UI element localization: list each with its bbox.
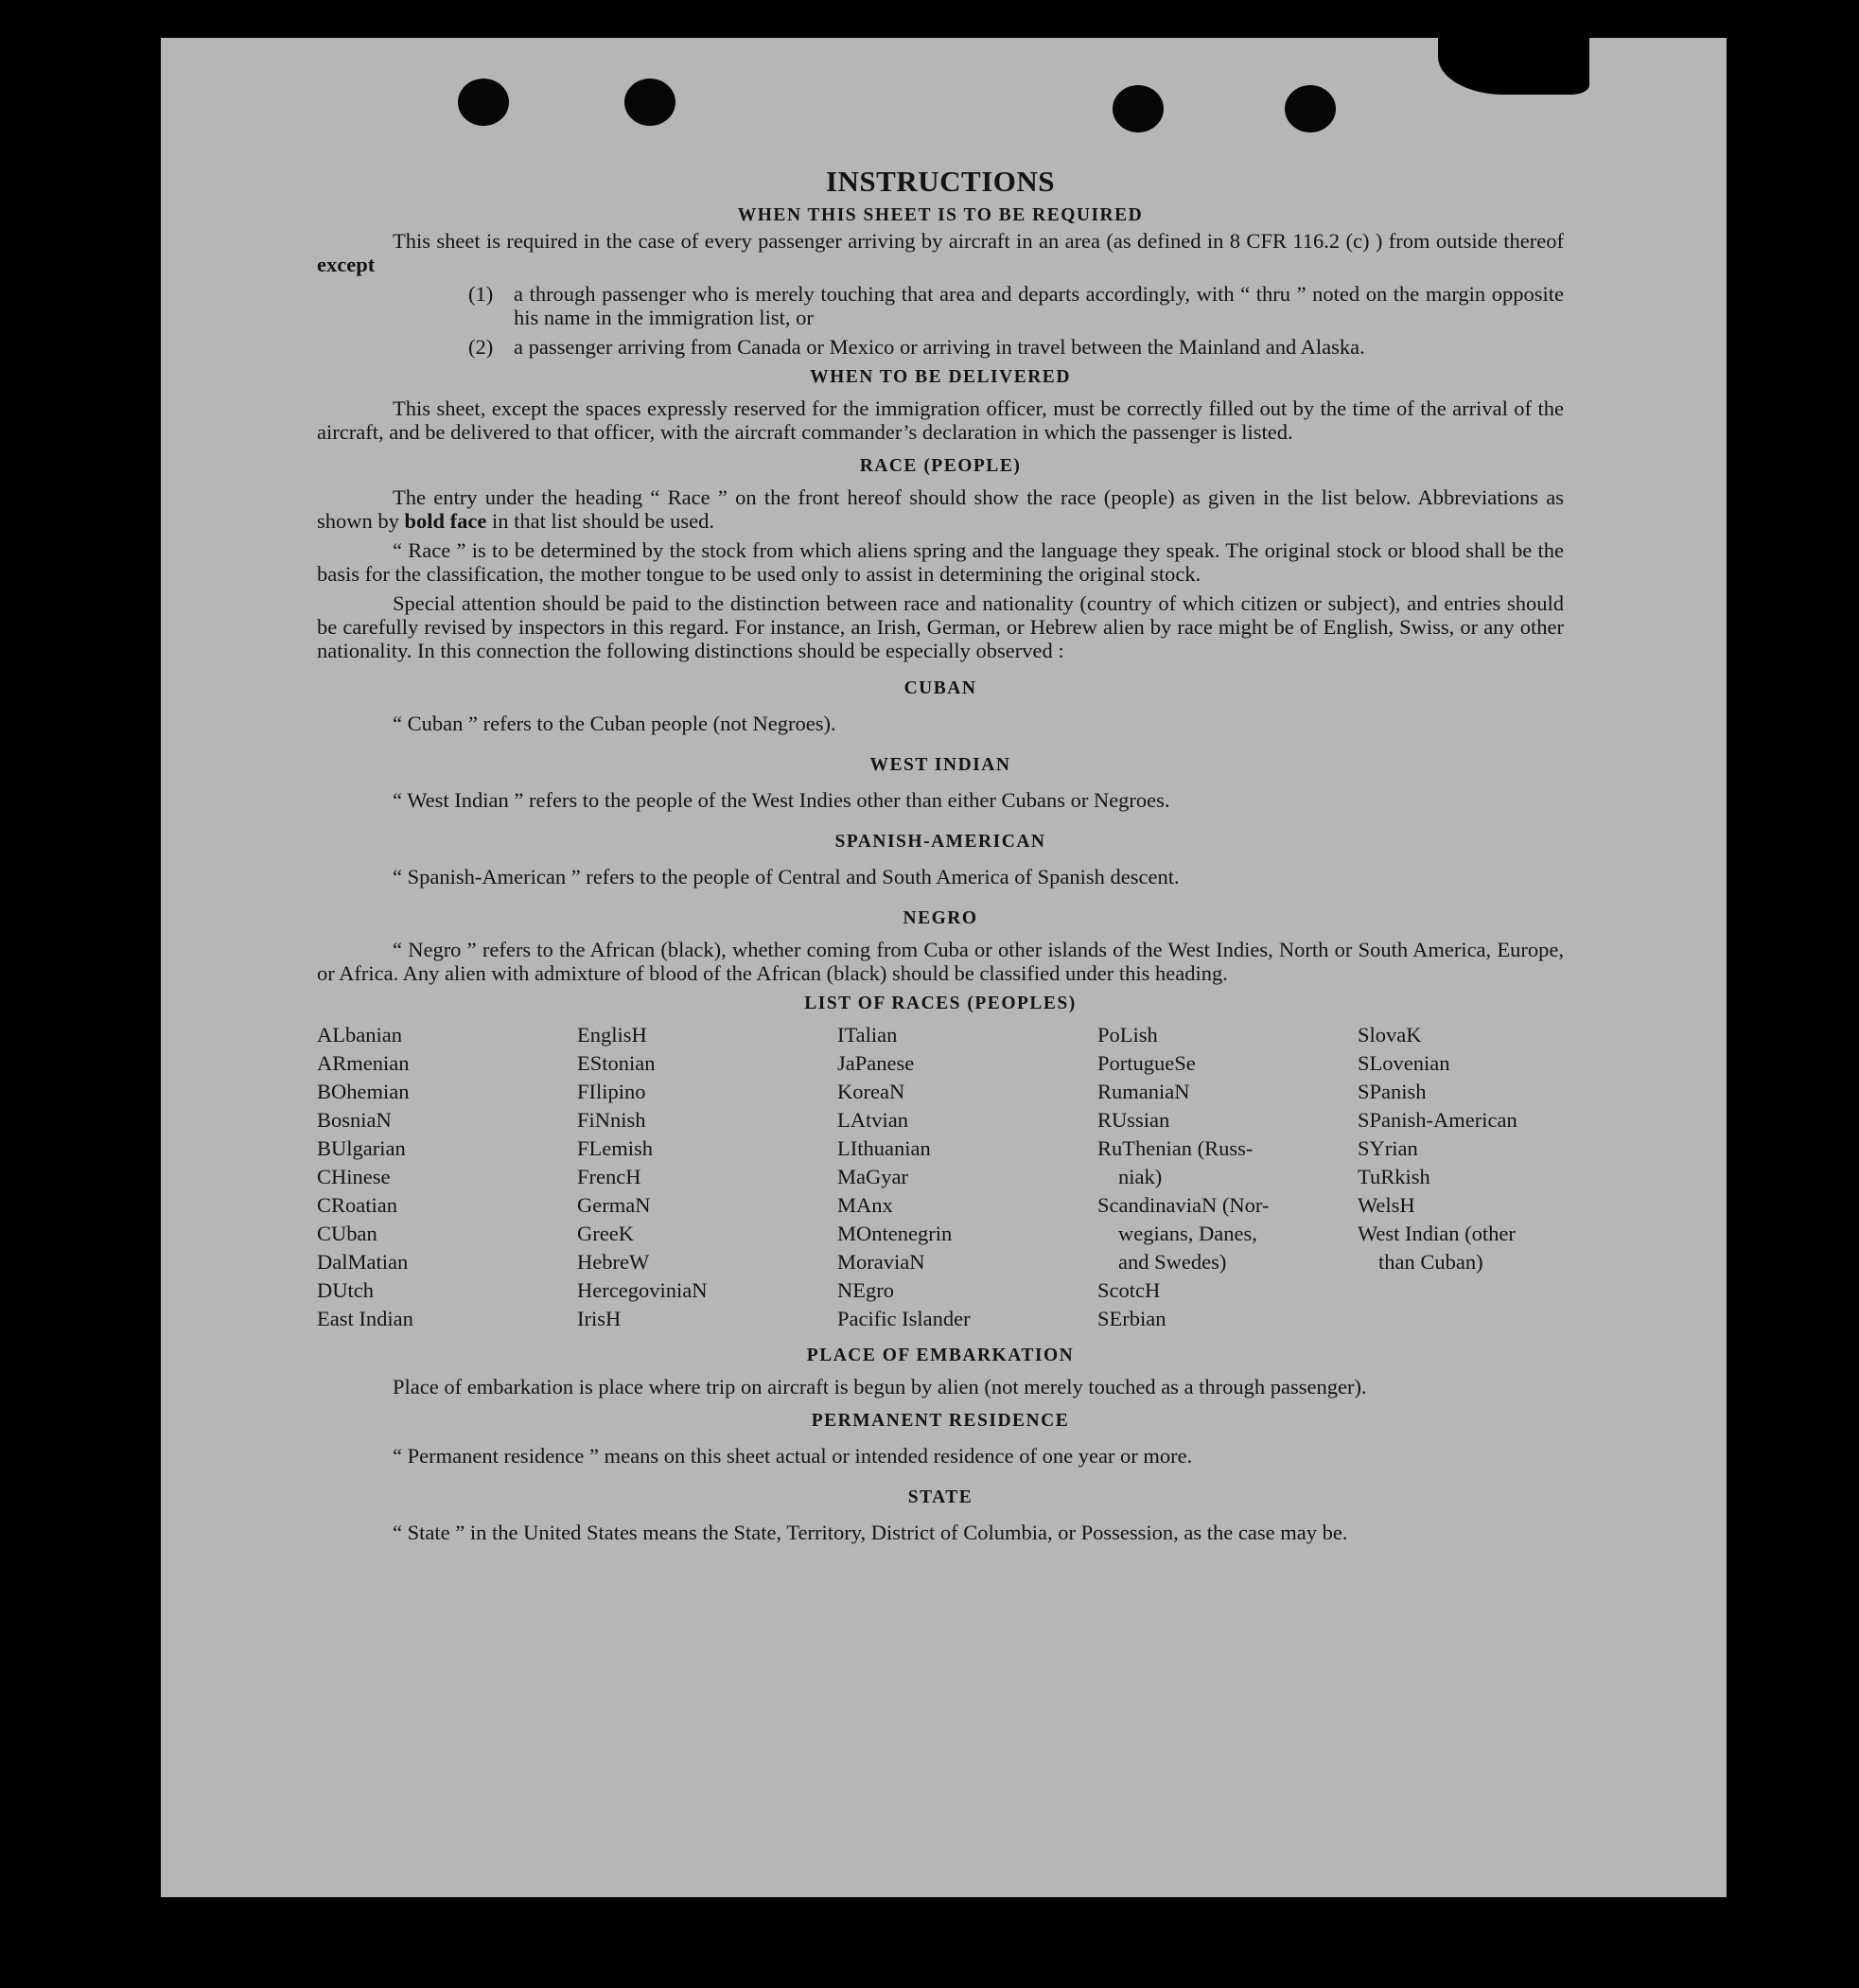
paragraph: This sheet, except the spaces expressly reserved for the immigration officer, must be correctly filled out by the time of the arrival of the aircraft, and be delivered to that officer, with the aircraft commander’s declaration in which the passenger is listed. <box>317 396 1564 444</box>
race-item: GermaN <box>577 1193 651 1217</box>
race-item: PortugueSe <box>1097 1051 1196 1075</box>
paragraph: Special attention should be paid to the distinction between race and nationality (country of which citizen or subject), and entries should be carefully revised by inspectors in this regard. For instance, an Irish, German, or Hebrew alien by race might be of English, Swiss, or any other nationality. In this connection the following distinctions should be especially observed : <box>317 591 1564 662</box>
page-title: INSTRUCTIONS <box>825 165 1055 198</box>
clause-2 <box>468 335 1564 359</box>
race-item: HercegoviniaN <box>577 1278 708 1302</box>
paragraph: “ Permanent residence ” means on this sheet actual or intended residence of one year or more. <box>393 1444 1193 1468</box>
paragraph: “ Negro ” refers to the African (black), whether coming from Cuba or other islands of the West Indies, North or South America, Europe, or Africa. Any alien with admixture of blood of the African (black) should be classified under this heading. <box>317 938 1564 985</box>
paragraph: “ State ” in the United States means the State, Territory, District of Columbia, or Possession, as the case may be. <box>393 1521 1348 1544</box>
paragraph: Place of embarkation is place where trip on aircraft is begun by alien (not merely touched as a through passenger). <box>393 1375 1367 1399</box>
race-item: PoLish <box>1097 1023 1158 1047</box>
race-item: ARmenian <box>317 1051 410 1075</box>
race-item: SLovenian <box>1358 1051 1450 1075</box>
race-item: TuRkish <box>1358 1165 1430 1188</box>
race-item: DUtch <box>317 1278 374 1302</box>
clause-text: a through passenger who is merely touching that area and departs accordingly, with “ thru ” noted on the margin opposite his name in the immigration list, or <box>514 282 1564 329</box>
race-item: KoreaN <box>837 1080 905 1103</box>
emphasis-except: except <box>317 253 376 276</box>
heading-embarkation: PLACE OF EMBARKATION <box>806 1346 1075 1365</box>
clause-number: (1) <box>468 282 494 306</box>
race-item: BOhemian <box>317 1080 410 1103</box>
paragraph-text: in that list should be used. <box>492 509 715 533</box>
clause-text: a passenger arriving from Canada or Mexico or arriving in travel between the Mainland and Alaska. <box>514 335 1365 359</box>
paragraph <box>317 229 1564 276</box>
race-item: MoraviaN <box>837 1250 925 1274</box>
punch-hole <box>624 79 675 126</box>
race-item: NEgro <box>837 1278 894 1302</box>
race-item: SYrian <box>1358 1136 1418 1160</box>
paragraph-text: This sheet is required in the case of every passenger arriving by aircraft in an area (as defined in 8 CFR 116.2 (c) ) from outside thereof <box>393 229 1564 253</box>
race-item: SlovaK <box>1358 1023 1422 1047</box>
race-column <box>577 1021 837 1333</box>
race-item: ScandinaviaN (Nor- <box>1097 1193 1270 1217</box>
paragraph: “ Race ” is to be determined by the stock from which aliens spring and the language they speak. The original stock or blood shall be the basis for the classification, the mother tongue to be used only to assist in determining the original stock. <box>317 538 1564 586</box>
punch-hole <box>458 79 509 126</box>
race-item: FrencH <box>577 1165 641 1188</box>
clause-1 <box>468 282 1564 329</box>
race-item: LIthuanian <box>837 1136 931 1160</box>
race-item: LAtvian <box>837 1108 908 1132</box>
race-item: niak) <box>1118 1165 1163 1188</box>
race-item: FiNnish <box>577 1108 646 1132</box>
race-item: SPanish <box>1358 1080 1427 1103</box>
race-item: RUssian <box>1097 1108 1170 1132</box>
race-item: East Indian <box>317 1307 413 1330</box>
race-item: IrisH <box>577 1307 622 1330</box>
race-item: EnglisH <box>577 1023 647 1047</box>
race-column <box>1358 1021 1618 1333</box>
punch-hole <box>1285 85 1336 132</box>
heading-cuban: CUBAN <box>903 678 977 698</box>
race-item: MOntenegrin <box>837 1222 953 1245</box>
race-item: SErbian <box>1097 1307 1166 1330</box>
race-item: BUlgarian <box>317 1136 406 1160</box>
race-item: FLemish <box>577 1136 654 1160</box>
race-list <box>317 1021 1564 1333</box>
paragraph <box>317 485 1564 533</box>
heading-west-indian: WEST INDIAN <box>869 755 1011 775</box>
race-item: MaGyar <box>837 1165 908 1188</box>
heading-permanent-residence: PERMANENT RESIDENCE <box>811 1411 1070 1431</box>
paragraph: “ West Indian ” refers to the people of the West Indies other than either Cubans or Negroes. <box>393 788 1170 812</box>
race-item: CUban <box>317 1222 377 1245</box>
race-item: RuThenian (Russ- <box>1097 1136 1254 1160</box>
heading-list-of-races: LIST OF RACES (PEOPLES) <box>804 994 1077 1013</box>
race-item: MAnx <box>837 1193 893 1217</box>
race-item: and Swedes) <box>1118 1250 1227 1274</box>
instructions-text <box>317 161 1564 1544</box>
race-column <box>1097 1021 1358 1333</box>
race-item: WelsH <box>1358 1193 1415 1217</box>
race-item: JaPanese <box>837 1051 915 1075</box>
race-item: CHinese <box>317 1165 391 1188</box>
heading-state: STATE <box>907 1487 973 1507</box>
heading-when-delivered: WHEN TO BE DELIVERED <box>810 367 1071 387</box>
punch-hole <box>1113 85 1164 132</box>
heading-spanish-american: SPANISH-AMERICAN <box>834 832 1046 852</box>
race-item: HebreW <box>577 1250 650 1274</box>
race-item: RumaniaN <box>1097 1080 1190 1103</box>
paragraph: “ Cuban ” refers to the Cuban people (not Negroes). <box>393 712 836 735</box>
race-item: ScotcH <box>1097 1278 1161 1302</box>
race-item: EStonian <box>577 1051 656 1075</box>
race-item: Pacific Islander <box>837 1307 971 1330</box>
paragraph: “ Spanish-American ” refers to the people of Central and South America of Spanish descent. <box>393 865 1180 888</box>
race-item: BosniaN <box>317 1108 392 1132</box>
race-item: CRoatian <box>317 1193 397 1217</box>
race-item: DalMatian <box>317 1250 409 1274</box>
clause-number: (2) <box>468 335 494 359</box>
emphasis-bold-face: bold face <box>404 509 487 533</box>
race-item: wegians, Danes, <box>1118 1222 1257 1245</box>
race-item: West Indian (other <box>1358 1222 1516 1245</box>
race-item: ALbanian <box>317 1023 402 1047</box>
race-item: ITalian <box>837 1023 898 1047</box>
race-item: GreeK <box>577 1222 634 1245</box>
paragraph-text: The entry under the heading “ Race ” on the front hereof should show the race (people) as given in the list below. Abbreviations as shown by <box>317 485 1564 533</box>
race-item: than Cuban) <box>1378 1250 1483 1274</box>
heading-negro: NEGRO <box>903 908 978 928</box>
race-column <box>317 1021 577 1333</box>
heading-when-required: WHEN THIS SHEET IS TO BE REQUIRED <box>737 205 1144 225</box>
heading-race: RACE (PEOPLE) <box>859 456 1022 476</box>
race-item: FIlipino <box>577 1080 646 1103</box>
race-item: SPanish-American <box>1358 1108 1517 1132</box>
race-column <box>837 1021 1097 1333</box>
